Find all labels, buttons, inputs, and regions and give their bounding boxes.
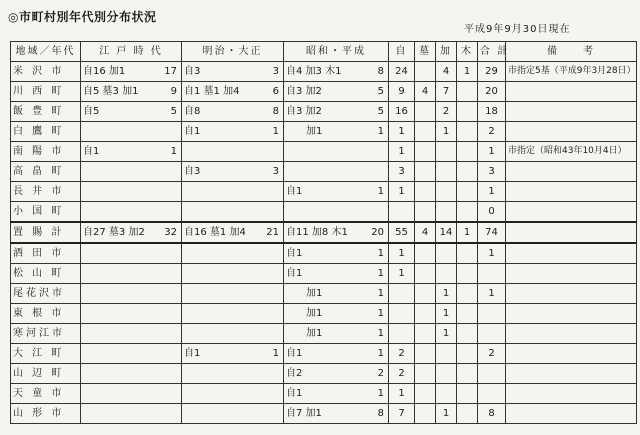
edo-cell <box>81 324 182 344</box>
wood-count <box>457 344 478 364</box>
region-name: 小 国 町 <box>11 202 81 223</box>
self-count <box>389 202 415 223</box>
header-meiji: 明治・大正 <box>182 42 284 62</box>
table-row <box>11 202 637 223</box>
showa-cell <box>284 182 389 202</box>
showa-detail: 自4 加3 木1 <box>286 66 342 77</box>
self-count: 1 <box>389 182 415 202</box>
wood-count: 1 <box>457 62 478 82</box>
meiji-count: 1 <box>272 126 279 137</box>
total-count: 2 <box>478 122 506 142</box>
edo-cell <box>81 284 182 304</box>
self-count <box>389 284 415 304</box>
meiji-cell <box>182 384 284 404</box>
wood-count <box>457 384 478 404</box>
add-count: 14 <box>436 222 457 243</box>
region-name: 長 井 市 <box>11 182 81 202</box>
total-count: 1 <box>478 243 506 264</box>
edo-cell <box>81 82 182 102</box>
region-name: 白 鷹 町 <box>11 122 81 142</box>
remarks-note <box>506 264 637 284</box>
showa-detail: 加1 <box>286 328 323 339</box>
add-count: 4 <box>436 62 457 82</box>
remarks-note: 市指定（昭和43年10月4日） <box>506 142 637 162</box>
meiji-detail: 自3 <box>184 66 201 77</box>
region-name: 尾花沢市 <box>11 284 81 304</box>
showa-cell <box>284 82 389 102</box>
tomb-count <box>415 162 436 182</box>
tomb-count <box>415 284 436 304</box>
header-edo: 江 戸 時 代 <box>81 42 182 62</box>
total-count: 3 <box>478 162 506 182</box>
region-name: 山 形 市 <box>11 404 81 424</box>
total-count: 18 <box>478 102 506 122</box>
tomb-count <box>415 264 436 284</box>
edo-cell <box>81 202 182 223</box>
showa-detail: 自1 <box>286 348 303 359</box>
wood-count <box>457 264 478 284</box>
header-total: 合 計 <box>478 42 506 62</box>
region-name: 川 西 町 <box>11 82 81 102</box>
remarks-note <box>506 304 637 324</box>
edo-detail: 自27 墓3 加2 <box>83 227 145 238</box>
meiji-count: 8 <box>272 106 279 117</box>
add-count <box>436 243 457 264</box>
wood-count <box>457 102 478 122</box>
header-region: 地域／年代 <box>11 42 81 62</box>
add-count <box>436 384 457 404</box>
meiji-cell <box>182 202 284 223</box>
edo-detail: 自5 <box>83 106 100 117</box>
showa-detail: 自2 <box>286 368 303 379</box>
meiji-count: 3 <box>272 166 279 177</box>
self-count: 1 <box>389 264 415 284</box>
showa-cell <box>284 122 389 142</box>
showa-detail: 自3 加2 <box>286 86 322 97</box>
add-count: 2 <box>436 102 457 122</box>
remarks-note <box>506 182 637 202</box>
total-count: 1 <box>478 284 506 304</box>
showa-count: 1 <box>377 248 384 259</box>
total-count: 1 <box>478 182 506 202</box>
tomb-count <box>415 122 436 142</box>
table-row <box>11 102 637 122</box>
edo-cell <box>81 122 182 142</box>
showa-cell <box>284 344 389 364</box>
edo-count: 5 <box>170 106 177 117</box>
showa-detail: 自1 <box>286 186 303 197</box>
wood-count <box>457 82 478 102</box>
meiji-cell <box>182 102 284 122</box>
tomb-count <box>415 344 436 364</box>
table-row <box>11 304 637 324</box>
showa-count: 1 <box>377 328 384 339</box>
meiji-detail: 自1 <box>184 126 201 137</box>
header-add: 加 <box>436 42 457 62</box>
showa-cell <box>284 202 389 223</box>
meiji-cell <box>182 162 284 182</box>
total-count <box>478 304 506 324</box>
total-count <box>478 324 506 344</box>
showa-count: 1 <box>377 186 384 197</box>
remarks-note <box>506 284 637 304</box>
table-row <box>11 162 637 182</box>
showa-count: 1 <box>377 348 384 359</box>
tomb-count <box>415 102 436 122</box>
edo-cell <box>81 304 182 324</box>
showa-detail: 加1 <box>286 288 323 299</box>
distribution-table <box>10 41 637 424</box>
edo-cell <box>81 102 182 122</box>
meiji-cell <box>182 62 284 82</box>
meiji-count: 1 <box>272 348 279 359</box>
showa-detail: 自1 <box>286 268 303 279</box>
self-count: 2 <box>389 344 415 364</box>
showa-detail: 自11 加8 木1 <box>286 227 348 238</box>
self-count: 9 <box>389 82 415 102</box>
edo-cell <box>81 62 182 82</box>
add-count <box>436 162 457 182</box>
total-count: 2 <box>478 344 506 364</box>
tomb-count <box>415 182 436 202</box>
table-row <box>11 243 637 264</box>
region-name: 寒河江市 <box>11 324 81 344</box>
showa-count: 8 <box>377 408 384 419</box>
region-name: 酒 田 市 <box>11 243 81 264</box>
region-name: 高 畠 町 <box>11 162 81 182</box>
remarks-note <box>506 122 637 142</box>
add-count: 7 <box>436 82 457 102</box>
meiji-count: 21 <box>266 227 279 238</box>
edo-cell <box>81 162 182 182</box>
wood-count <box>457 304 478 324</box>
total-count: 74 <box>478 222 506 243</box>
total-count: 8 <box>478 404 506 424</box>
header-self: 自 <box>389 42 415 62</box>
total-count <box>478 364 506 384</box>
edo-count: 1 <box>170 146 177 157</box>
total-count <box>478 384 506 404</box>
meiji-cell <box>182 304 284 324</box>
add-count: 1 <box>436 304 457 324</box>
table-row <box>11 324 637 344</box>
wood-count <box>457 324 478 344</box>
page-title: ◎市町村別年代別分布状況 <box>8 10 157 24</box>
table-row <box>11 384 637 404</box>
as-of-date: 平成9年9月30日現在 <box>464 24 571 35</box>
table-row <box>11 122 637 142</box>
edo-detail: 自1 <box>83 146 100 157</box>
header-showa: 昭和・平成 <box>284 42 389 62</box>
meiji-detail: 自1 墓1 加4 <box>184 86 240 97</box>
region-name: 南 陽 市 <box>11 142 81 162</box>
self-count <box>389 324 415 344</box>
header-tomb: 墓 <box>415 42 436 62</box>
table-row <box>11 364 637 384</box>
wood-count <box>457 122 478 142</box>
tomb-count <box>415 404 436 424</box>
wood-count <box>457 404 478 424</box>
table-row <box>11 264 637 284</box>
total-count: 29 <box>478 62 506 82</box>
meiji-cell <box>182 82 284 102</box>
remarks-note <box>506 404 637 424</box>
self-count: 55 <box>389 222 415 243</box>
add-count <box>436 182 457 202</box>
meiji-cell <box>182 264 284 284</box>
region-name: 飯 豊 町 <box>11 102 81 122</box>
showa-detail: 自1 <box>286 388 303 399</box>
remarks-note <box>506 102 637 122</box>
edo-cell <box>81 142 182 162</box>
wood-count: 1 <box>457 222 478 243</box>
tomb-count: 4 <box>415 222 436 243</box>
edo-cell <box>81 364 182 384</box>
region-name: 大 江 町 <box>11 344 81 364</box>
self-count: 1 <box>389 142 415 162</box>
remarks-note <box>506 162 637 182</box>
tomb-count: 4 <box>415 82 436 102</box>
tomb-count <box>415 202 436 223</box>
table-row <box>11 404 637 424</box>
add-count: 1 <box>436 284 457 304</box>
self-count: 1 <box>389 122 415 142</box>
table-row <box>11 82 637 102</box>
wood-count <box>457 243 478 264</box>
showa-cell <box>284 384 389 404</box>
showa-count: 1 <box>377 126 384 137</box>
wood-count <box>457 364 478 384</box>
table-row <box>11 284 637 304</box>
remarks-note <box>506 384 637 404</box>
add-count <box>436 142 457 162</box>
table-row <box>11 62 637 82</box>
meiji-cell <box>182 142 284 162</box>
region-name: 松 山 町 <box>11 264 81 284</box>
self-count: 1 <box>389 384 415 404</box>
showa-count: 8 <box>377 66 384 77</box>
total-count: 0 <box>478 202 506 223</box>
add-count <box>436 202 457 223</box>
header-wood: 木 <box>457 42 478 62</box>
showa-count: 20 <box>371 227 384 238</box>
meiji-detail: 自3 <box>184 166 201 177</box>
remarks-note <box>506 344 637 364</box>
region-name: 置 賜 計 <box>11 222 81 243</box>
add-count: 1 <box>436 122 457 142</box>
add-count: 1 <box>436 404 457 424</box>
showa-count: 1 <box>377 388 384 399</box>
showa-cell <box>284 324 389 344</box>
remarks-note <box>506 222 637 243</box>
tomb-count <box>415 304 436 324</box>
self-count <box>389 304 415 324</box>
meiji-count: 3 <box>272 66 279 77</box>
self-count: 24 <box>389 62 415 82</box>
edo-cell <box>81 344 182 364</box>
region-name: 東 根 市 <box>11 304 81 324</box>
self-count: 16 <box>389 102 415 122</box>
header-row <box>11 42 637 62</box>
self-count: 7 <box>389 404 415 424</box>
edo-cell <box>81 182 182 202</box>
showa-cell <box>284 102 389 122</box>
meiji-cell <box>182 243 284 264</box>
total-count: 1 <box>478 142 506 162</box>
wood-count <box>457 162 478 182</box>
self-count: 3 <box>389 162 415 182</box>
table-row <box>11 344 637 364</box>
self-count: 1 <box>389 243 415 264</box>
remarks-note <box>506 202 637 223</box>
showa-detail: 自7 加1 <box>286 408 322 419</box>
total-count: 20 <box>478 82 506 102</box>
meiji-cell <box>182 284 284 304</box>
edo-detail: 自16 加1 <box>83 66 126 77</box>
showa-cell <box>284 264 389 284</box>
edo-cell <box>81 222 182 243</box>
showa-count: 5 <box>377 86 384 97</box>
wood-count <box>457 202 478 223</box>
add-count <box>436 364 457 384</box>
tomb-count <box>415 364 436 384</box>
edo-count: 17 <box>164 66 177 77</box>
meiji-detail: 自1 <box>184 348 201 359</box>
showa-cell <box>284 142 389 162</box>
region-name: 米 沢 市 <box>11 62 81 82</box>
meiji-cell <box>182 344 284 364</box>
meiji-cell <box>182 324 284 344</box>
showa-count: 1 <box>377 308 384 319</box>
table-row <box>11 142 637 162</box>
remarks-note <box>506 324 637 344</box>
tomb-count <box>415 62 436 82</box>
showa-cell <box>284 222 389 243</box>
showa-cell <box>284 364 389 384</box>
showa-detail: 加1 <box>286 308 323 319</box>
showa-count: 5 <box>377 106 384 117</box>
tomb-count <box>415 324 436 344</box>
wood-count <box>457 182 478 202</box>
region-name: 山 辺 町 <box>11 364 81 384</box>
total-count <box>478 264 506 284</box>
edo-cell <box>81 384 182 404</box>
header-remarks: 備 考 <box>506 42 637 62</box>
tomb-count <box>415 142 436 162</box>
tomb-count <box>415 243 436 264</box>
showa-count: 1 <box>377 288 384 299</box>
meiji-detail: 自8 <box>184 106 201 117</box>
showa-detail: 加1 <box>286 126 323 137</box>
add-count: 1 <box>436 324 457 344</box>
add-count <box>436 344 457 364</box>
table-row <box>11 222 637 243</box>
showa-cell <box>284 404 389 424</box>
meiji-cell <box>182 122 284 142</box>
showa-cell <box>284 243 389 264</box>
edo-cell <box>81 243 182 264</box>
meiji-cell <box>182 222 284 243</box>
showa-count: 2 <box>377 368 384 379</box>
wood-count <box>457 142 478 162</box>
add-count <box>436 264 457 284</box>
edo-detail: 自5 墓3 加1 <box>83 86 139 97</box>
region-name: 天 童 市 <box>11 384 81 404</box>
remarks-note <box>506 82 637 102</box>
showa-cell <box>284 284 389 304</box>
showa-detail: 自3 加2 <box>286 106 322 117</box>
showa-cell <box>284 62 389 82</box>
edo-count: 9 <box>170 86 177 97</box>
remarks-note <box>506 364 637 384</box>
remarks-note: 市指定5基（平成9年3月28日） <box>506 62 637 82</box>
edo-count: 32 <box>164 227 177 238</box>
table-row <box>11 182 637 202</box>
meiji-cell <box>182 364 284 384</box>
wood-count <box>457 284 478 304</box>
showa-cell <box>284 304 389 324</box>
meiji-cell <box>182 182 284 202</box>
edo-cell <box>81 264 182 284</box>
tomb-count <box>415 384 436 404</box>
showa-cell <box>284 162 389 182</box>
showa-detail: 自1 <box>286 248 303 259</box>
meiji-count: 6 <box>272 86 279 97</box>
edo-cell <box>81 404 182 424</box>
meiji-cell <box>182 404 284 424</box>
self-count: 2 <box>389 364 415 384</box>
showa-count: 1 <box>377 268 384 279</box>
remarks-note <box>506 243 637 264</box>
meiji-detail: 自16 墓1 加4 <box>184 227 246 238</box>
